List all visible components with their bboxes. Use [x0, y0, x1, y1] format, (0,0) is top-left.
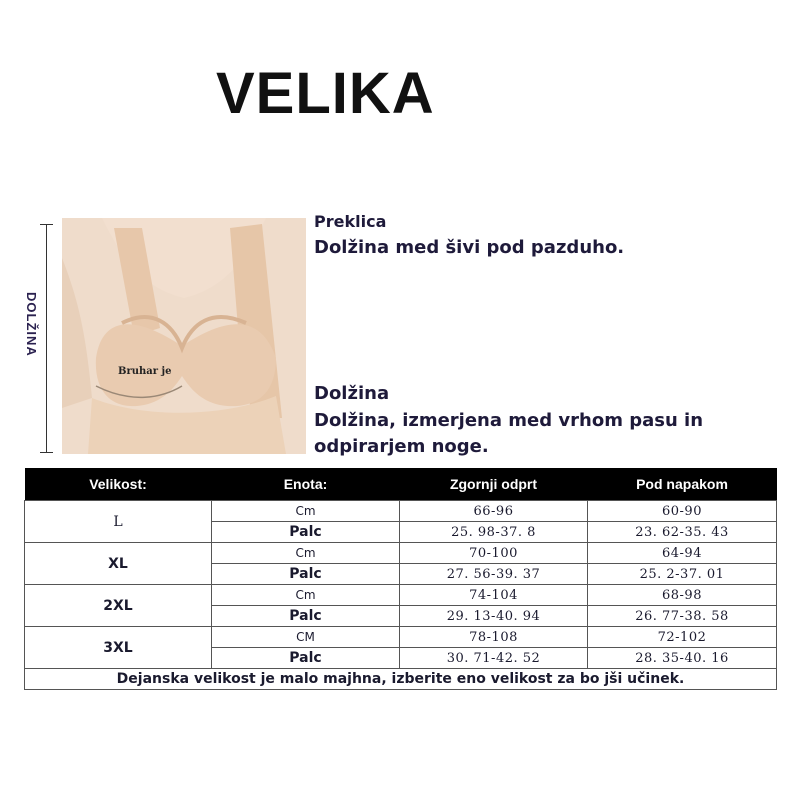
description-text: Dolžina, izmerjena med vrhom pasu in odpirarjem noge.: [314, 410, 704, 457]
unit-cell: Cm: [212, 585, 400, 606]
unit-cell: Cm: [212, 501, 400, 522]
value-cell: 29. 13-40. 94: [400, 606, 588, 627]
value-cell: 68-98: [588, 585, 777, 606]
value-cell: 74-104: [400, 585, 588, 606]
product-photo: [62, 218, 306, 454]
length-side-label: DOLŽINA: [24, 292, 39, 357]
size-cell: 3XL: [25, 627, 212, 669]
table-row: [25, 501, 777, 522]
value-cell: 78-108: [400, 627, 588, 648]
table-row: [25, 627, 777, 648]
value-cell: 60-90: [588, 501, 777, 522]
description-heading: Preklica: [314, 212, 387, 231]
value-cell: 64-94: [588, 543, 777, 564]
size-chart-table: [24, 468, 777, 690]
unit-cell: Palc: [212, 522, 400, 543]
column-header-size: Velikost:: [25, 468, 212, 501]
description-heading: Dolžina: [314, 383, 390, 404]
size-cell: L: [25, 501, 212, 543]
table-header-row: [25, 468, 777, 501]
table-row: [25, 543, 777, 564]
value-cell: 70-100: [400, 543, 588, 564]
value-cell: 27. 56-39. 37: [400, 564, 588, 585]
dimension-cap-bottom: [40, 452, 53, 453]
value-cell: 72-102: [588, 627, 777, 648]
description-strap: [314, 212, 624, 261]
size-note: Dejanska velikost je malo majhna, izberite eno velikost za bo jši učinek.: [25, 669, 777, 690]
bra-illustration: [62, 218, 306, 454]
table-note-row: [25, 669, 777, 690]
value-cell: 25. 98-37. 8: [400, 522, 588, 543]
unit-cell: Cm: [212, 543, 400, 564]
value-cell: 30. 71-42. 52: [400, 648, 588, 669]
size-cell: XL: [25, 543, 212, 585]
dimension-cap-top: [40, 224, 53, 225]
column-header-upper-opening: Zgornji odprt: [400, 468, 588, 501]
description-text: Dolžina med šivi pod pazduho.: [314, 237, 625, 258]
unit-cell: CM: [212, 627, 400, 648]
size-cell: 2XL: [25, 585, 212, 627]
bra-label: Bruhar je: [118, 366, 172, 377]
description-length: [314, 383, 734, 460]
length-dimension-line: [46, 224, 47, 452]
page-title: VELIKA: [216, 61, 435, 126]
column-header-under-band: Pod napakom: [588, 468, 777, 501]
column-header-unit: Enota:: [212, 468, 400, 501]
value-cell: 26. 77-38. 58: [588, 606, 777, 627]
value-cell: 23. 62-35. 43: [588, 522, 777, 543]
value-cell: 66-96: [400, 501, 588, 522]
value-cell: 28. 35-40. 16: [588, 648, 777, 669]
unit-cell: Palc: [212, 606, 400, 627]
unit-cell: Palc: [212, 648, 400, 669]
unit-cell: Palc: [212, 564, 400, 585]
table-row: [25, 585, 777, 606]
value-cell: 25. 2-37. 01: [588, 564, 777, 585]
